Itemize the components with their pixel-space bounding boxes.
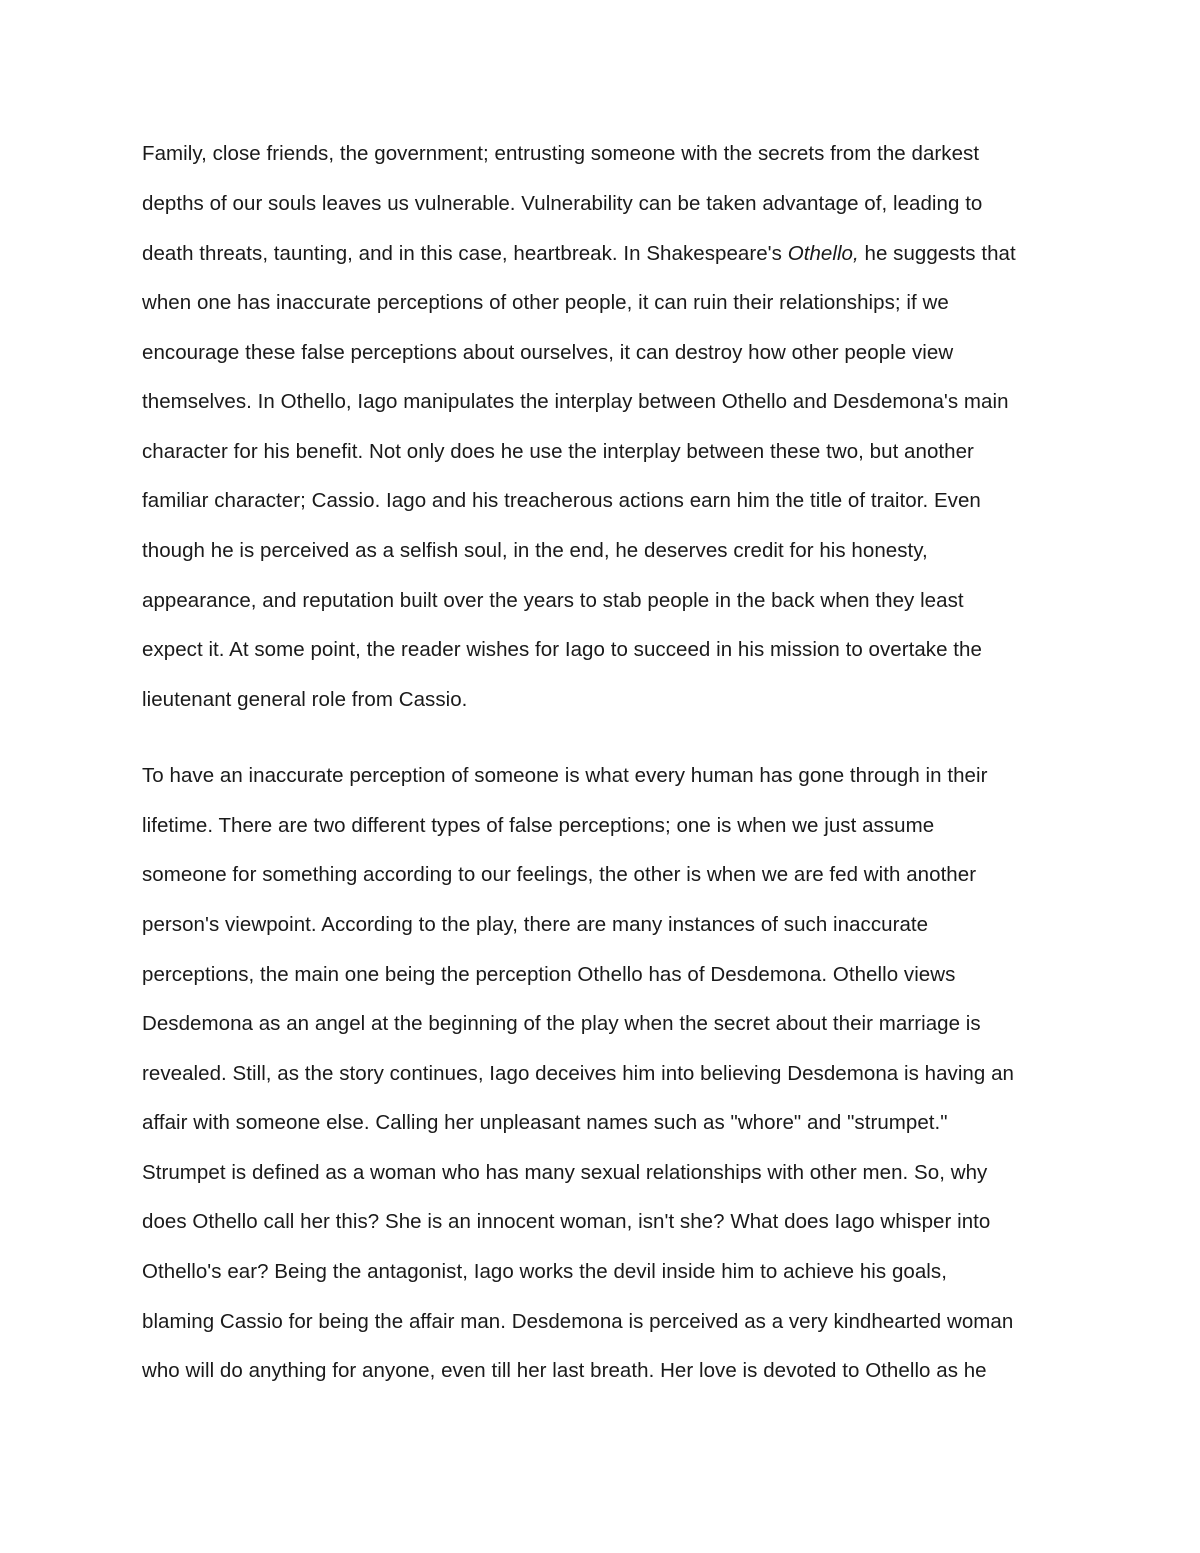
paragraph-1-line-8: familiar character; Cassio. Iago and his treacherous actions earn him the title of traitor. Even — [142, 489, 981, 512]
paragraph-2-line-7: revealed. Still, as the story continues, Iago deceives him into believing Desdemona is having an — [142, 1062, 1014, 1085]
paragraph-2-line-6: Desdemona as an angel at the beginning of the play when the secret about their marriage is — [142, 1012, 981, 1035]
paragraph-2-line-9: Strumpet is defined as a woman who has many sexual relationships with other men. So, why — [142, 1161, 988, 1184]
paragraph-2-line-8: affair with someone else. Calling her unpleasant names such as "whore" and "strumpet." — [142, 1111, 948, 1134]
paragraph-2-line-11: Othello's ear? Being the antagonist, Iago works the devil inside him to achieve his goals, — [142, 1260, 947, 1283]
paragraph-1-line-2: depths of our souls leaves us vulnerable. Vulnerability can be taken advantage of, leading to — [142, 192, 983, 215]
paragraph-2-line-2: lifetime. There are two different types of false perceptions; one is when we just assume — [142, 814, 935, 837]
paragraph-1-line-12: lieutenant general role from Cassio. — [142, 688, 468, 711]
paragraph-1-line-9: though he is perceived as a selfish soul, in the end, he deserves credit for his honesty, — [142, 539, 928, 562]
paragraph-1-line-6: themselves. In Othello, Iago manipulates the interplay between Othello and Desdemona's main — [142, 390, 1009, 413]
paragraph-2-line-4: person's viewpoint. According to the play, there are many instances of such inaccurate — [142, 913, 929, 936]
paragraph-1-line-4: when one has inaccurate perceptions of other people, it can ruin their relationships; if we — [142, 291, 949, 314]
paragraph-2-line-3: someone for something according to our feelings, the other is when we are fed with another — [142, 863, 977, 886]
paragraph-2-line-12: blaming Cassio for being the affair man. Desdemona is perceived as a very kindhearted woman — [142, 1310, 1014, 1333]
paragraph-2-line-5: perceptions, the main one being the perception Othello has of Desdemona. Othello views — [142, 963, 956, 986]
paragraph-2-line-10: does Othello call her this? She is an innocent woman, isn't she? What does Iago whisper into — [142, 1210, 991, 1233]
paragraph-1-line-11: expect it. At some point, the reader wishes for Iago to succeed in his mission to overtake the — [142, 638, 982, 661]
paragraph-1-line-10: appearance, and reputation built over the years to stab people in the back when they least — [142, 589, 964, 612]
line-text-pre: death threats, taunting, and in this case, heartbreak. In Shakespeare's — [142, 242, 788, 265]
paragraph-2-line-13: who will do anything for anyone, even till her last breath. Her love is devoted to Othello as he — [142, 1359, 987, 1382]
paragraph-2-line-1: To have an inaccurate perception of someone is what every human has gone through in their — [142, 764, 988, 787]
paragraph-1-line-3 — [142, 242, 1016, 266]
line-text-post: he suggests that — [858, 242, 1016, 265]
paragraph-1-line-1: Family, close friends, the government; entrusting someone with the secrets from the darkest — [142, 142, 980, 165]
play-title-italic: Othello, — [787, 242, 859, 265]
paragraph-1-line-7: character for his benefit. Not only does he use the interplay between these two, but another — [142, 440, 974, 463]
paragraph-1-line-5: encourage these false perceptions about ourselves, it can destroy how other people view — [142, 341, 954, 364]
